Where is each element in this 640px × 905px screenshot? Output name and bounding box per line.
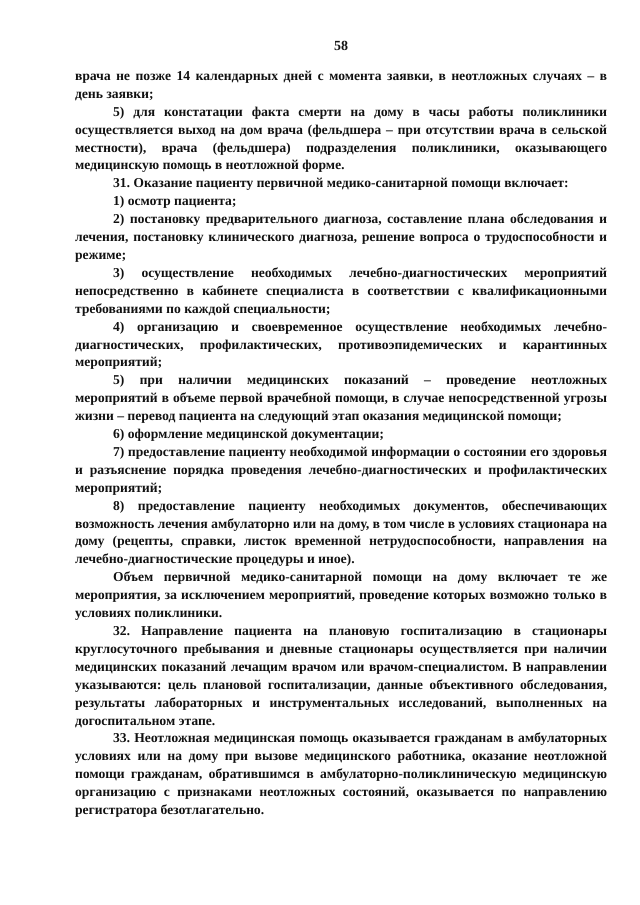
paragraph-item-2: 2) постановку предварительного диагноза, составление плана обследования и лечения, постановку клинического диагноза, решение вопроса о трудоспособности и режиме; xyxy=(75,211,607,262)
paragraph-item-1: 1) осмотр пациента; xyxy=(113,193,237,209)
paragraph-item-5: 5) при наличии медицинских показаний – проведение неотложных мероприятий в объеме первой врачебной помощи, в случае непосредственной угрозы жизни – перевод пациента на следующий этап оказания медицинской помощи; xyxy=(75,372,607,424)
paragraph-item-4: 4) организацию и своевременное осуществление необходимых лечебно-диагностических, профилактических, противоэпидемических и карантинных мероприятий; xyxy=(75,318,607,370)
paragraph-section-31: 31. Оказание пациенту первичной медико-санитарной помощи включает: xyxy=(113,175,569,191)
paragraph-item-3: 3) осуществление необходимых лечебно-диагностических мероприятий непосредственно в кабинете специалиста в соответствии с квалификационными требованиями по каждой специальности; xyxy=(75,264,607,316)
paragraph-item-6: 6) оформление медицинской документации; xyxy=(113,426,384,442)
page-number: 58 xyxy=(334,39,348,54)
paragraph-section-32: 32. Направление пациента на плановую госпитализацию в стационары круглосуточного пребывания и дневные стационары осуществляется при наличии медицинских показаний лечащим врачом или врачом-специалистом. В направлении указываются: цель плановой госпитализации, данные объективного обследования, результаты лабораторных и инструментальных исследований, выполненных на догоспитальном этапе. xyxy=(75,623,607,728)
paragraph-section-33: 33. Неотложная медицинская помощь оказывается гражданам в амбулаторных условиях или на дому при вызове медицинского работника, оказание неотложной помощи гражданам, обратившимся в амбулаторно-поликлиническую медицинскую организацию с признаками неотложных состояний, оказывается по направлению регистратора безотлагательно. xyxy=(75,730,607,818)
paragraph-item-5-death-confirmation: 5) для констатации факта смерти на дому в часы работы поликлиники осуществляется выход на дом врача (фельдшера – при отсутствии врача в сельской местности), врача (фельдшера) подразделения поликлиники, оказывающего медицинскую помощь в неотложной форме. xyxy=(75,103,607,173)
paragraph-item-7: 7) предоставление пациенту необходимой информации о состоянии его здоровья и разъяснение порядка проведения лечебно-диагностических и профилактических мероприятий; xyxy=(75,443,607,495)
paragraph-item-8: 8) предоставление пациенту необходимых документов, обеспечивающих возможность лечения амбулаторно или на дому, в том числе в условиях стационара на дому (рецепты, справки, листок временной нетрудоспособности, направления на лечебно-диагностические процедуры и иное). xyxy=(75,497,607,567)
document-page xyxy=(75,38,607,819)
paragraph-continuation: врача не позже 14 календарных дней с момента заявки, в неотложных случаях – в день заявки; xyxy=(75,67,607,101)
paragraph-home-care-scope: Объем первичной медико-санитарной помощи на дому включает те же мероприятия, за исключением мероприятий, проведение которых возможно только в условиях поликлиники. xyxy=(75,569,607,621)
